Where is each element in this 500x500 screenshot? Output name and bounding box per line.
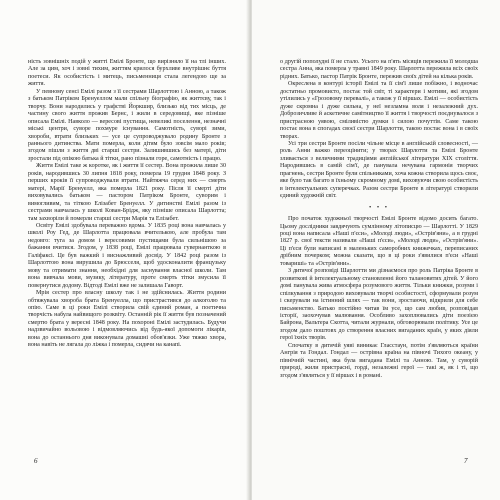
paragraph: Окреслена в контурі історії Емілі та її сім'ї лише побіжно, і водночас достатньо промовисто, постає той світ, ті характери і мотиви, які згодом утілились у «Грозовому перевалі», а також у її віршах. Емілі — особистість дуже скромна і дуже сильна, у неї незламна воля і незалежний дух. Доброзичливе й аскетичне самітництво її життя і творчості поєднувалося з пристрасною уявою, сміливістю думки і силою почуттів. Саме такою постає вона в спогадах своєї сестри Шарлотти, такою постає вона і в своїх творах. xyxy=(280,81,478,140)
page-number: 6 xyxy=(34,457,38,465)
paragraph: Про початок художньої творчості Емілі Бронте відомо досить багато. Цьому дослідники завдячують сумлінному літописцю — Шарлотті. У 1829 році вона написала «Наші п'єси», «Молоді люди», «Острів'яни», а в грудні 1827 р. свої тексти називали «Наші п'єси», «Молоді люди», «Острів'яни». Ці п'єси були написані в маленьких саморобних книжечках, переписаних дрібним почерком; можна сказати, що в ці роки з'явилися п'єси «Наші товариші» та «Острів'яни». xyxy=(280,216,478,267)
paragraph: о другій пополудні її не стало. Усього на п'ять місяців пережила її молодша сестра Анна, яка померла у травні 1849 року. Шарлотта пережила всіх своїх рідних. Батько, пастор Патрік Бронте, пережив своїх дітей на кілька років. xyxy=(280,59,478,80)
left-page xyxy=(0,0,248,500)
paragraph: У певному сенсі Емілі разом з її сестрами Шарлоттою і Анною, а також з батьком Патріком Бренуеллом мали спільну біографію, як життєву, так і творчу. Вони народились у графстві Йоркшир, близько від тих місць, де частину свого життя прожив Бернс, і жили в середовищі, яке пізніше описала Емілі. Навколо — вересові пустища, невеликі поселення, незначні міські центри, суворе похмуре існування. Самотність, суворі зими, хвороби, втрати близьких — усе це супроводжувало родину Бронте з раннього дитинства. Мати померла, коли дітям було зовсім мало років; згодом пішли з життя дві старші сестри. Залишившись без матері, діти зростали під опікою батька й тітки, рано пізнали горе, самотність і працю. xyxy=(28,88,226,162)
left-page-text xyxy=(28,59,226,350)
paragraph: ність зовнішніх подій у житті Емілі Бронте, що вирізняло її на тлі інших. Але за цим, хоч і зовні тихим, життям крилося бурхливе внутрішнє буття поетеси. Як особистість і митець, письменниця стала легендою ще за життя. xyxy=(28,59,226,88)
paragraph: З дитячої розповіді Шарлотти ми дізнаємося про роль Патріка Бронте в розвиткові й інтелектуальному становленні його талановитих дітей. У його домі панувала жива атмосфера розумового життя. Тільки книжки, розуми і спілкування з природою виховували творчі особистості, сформували розум і скерували на істинний шлях — так вони, зростаючи, відкрили для себе письменство. Батько постійно читав їм усе, що сам любив, розповідав історії, заохочував малювання. Особливо захоплювались діти поезією Байрона, Вальтера Скотта, читали журнали, обговорювали політику. Усе це згодом дало поштовх до створення власних вигаданих країн, у яких діяли герої їхніх творів. xyxy=(280,268,478,342)
page-number: 7 xyxy=(464,457,468,465)
paragraph: Життя Емілі таке ж коротке, як і життя її сестер. Вона прожила лише 30 років, народившись 30 липня 1818 року, померла 19 грудня 1848 року. З перших кроків її супроводжували втрати. Найтяжча серед них — смерть матері, Марії Бренуелл, яка померла 1821 року. Після її смерті діти виховувались батьком — пастором Патріком Бронте, суворим і вимогливим, та тіткою Елізабет Бренуелл. У дитинстві Емілі разом із сестрами навчалась у школі Кован-Брідж, яку пізніше описала Шарлотта; там захворіли й померли старші сестри Марія та Елізабет. xyxy=(28,163,226,222)
section-separator: • • • xyxy=(368,203,390,211)
right-page-text xyxy=(280,59,478,380)
paragraph: Мрія сестер про власну школу так і не здійснилась. Життя родини обтяжувала хвороба брата Бренуелла, що пристрастився до алкоголю та опію. Саме в ці роки Емілі створила свій єдиний роман, а поетична творчість набула найвищого розквіту. Останній рік її життя був позначений смертю брата у вересні 1848 року. На похороні Емілі застудилась. Будучи надзвичайно вольовою і відмовляючись від будь-якої допомоги лікарів, вона до останнього дня виконувала домашні обов'язки. Уже тяжко хвора, вона навіть не лягала до ліжка і померла, сидячи на канапі. xyxy=(28,290,226,349)
paragraph: Усі три сестри Бронте посіли чільне місце в англійській словесності, — роль Анни важко переоцінити; у творах Шарлотти та Емілі Бронте зливається з величними традиціями англійської літератури XIX століття. Народившись в самій сім'ї, де панувала нечувана гармонія творчих прагнень, сестри Бронте були спільниками, хоча кожна створила щось своє, яке було так багато в їхньому скромному домі, виховуючи свою особистість в інтелектуальних суперечках. Разом сестри Бронте в літературі створили єдиний художній світ. xyxy=(280,140,478,200)
paragraph: Освіту Емілі здобувала переважно вдома. У 1835 році вона навчалась у школі Роу Гед, де Шарлотта працювала вчителькою, але пробула там недовго: туга за домом і вересовими пустищами була сильнішою за бажання вчитися. Згодом, у 1838 році, Емілі працювала гувернанткою в Галіфаксі. Це був важкий і виснажливий досвід. У 1842 році разом із Шарлоттою вона вирушила до Брюсселя, щоб удосконалити французьку мову та отримати знання, необхідні для заснування власної школи. Там вона вивчала мови, музику, літературу, проте смерть тітки змусила її повернутися додому. Відтоді Емілі вже не залишала Гаворт. xyxy=(28,222,226,289)
right-page xyxy=(252,0,500,500)
paragraph: Спочатку в дитячій уяві виникає Гласстаун, потім з'являються країни Ангрія та Гондал. Гондал — острівна країна на півночі Тихого океану, у північній частині, яка була вигадана Емілі та Анною. Там, у суворій природі, жили пристрасні, горді, незалежні герої — такі ж, як і ті, що згодом з'являться у її віршах і в романі. xyxy=(280,342,478,379)
